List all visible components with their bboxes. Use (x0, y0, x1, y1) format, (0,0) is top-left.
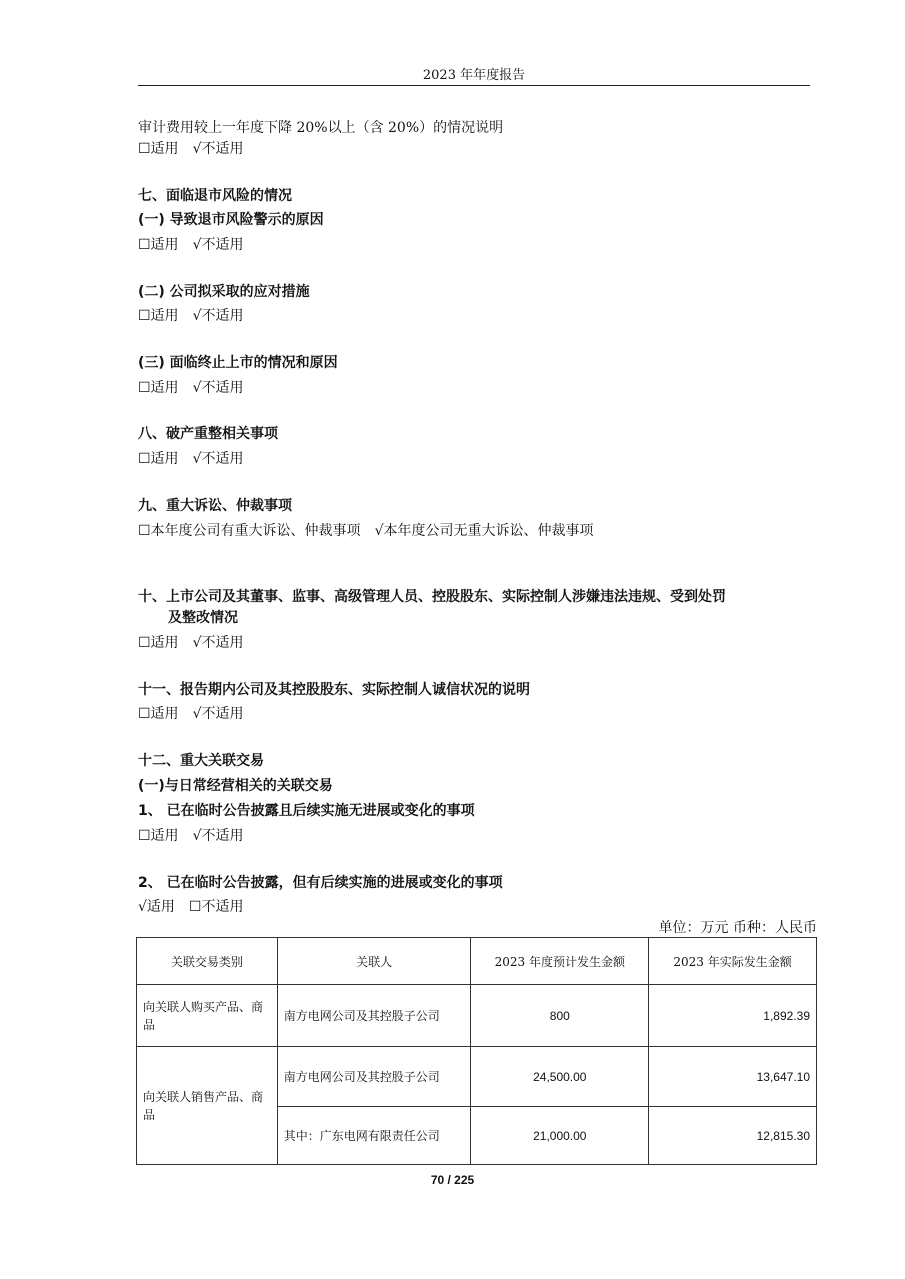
related-transactions-table (136, 937, 817, 1165)
section-7-3-options (138, 377, 257, 397)
cell-estimated: 800 (471, 985, 649, 1047)
option-applicable: ☐适用 (138, 308, 179, 324)
audit-fee-options (138, 138, 257, 158)
option-applicable: ☐适用 (138, 380, 179, 396)
col-header-actual: 2023 年实际发生金额 (649, 938, 817, 985)
cell-actual: 1,892.39 (649, 985, 817, 1047)
section-7-2-title: (二) 公司拟采取的应对措施 (138, 284, 310, 300)
option-no-litigation: √本年度公司无重大诉讼、仲裁事项 (374, 523, 594, 539)
cell-party: 南方电网公司及其控股子公司 (277, 1047, 471, 1107)
section-8-title: 八、破产重整相关事项 (138, 426, 278, 442)
option-applicable: √适用 (138, 899, 175, 915)
table-row (137, 1047, 817, 1107)
section-9-title: 九、重大诉讼、仲裁事项 (138, 498, 292, 514)
table-row (137, 985, 817, 1047)
option-applicable: ☐适用 (138, 706, 179, 722)
cell-estimated: 21,000.00 (471, 1107, 649, 1165)
option-has-litigation: ☐本年度公司有重大诉讼、仲裁事项 (138, 523, 361, 539)
cell-actual: 12,815.30 (649, 1107, 817, 1165)
option-applicable: ☐适用 (138, 635, 179, 651)
cell-party: 南方电网公司及其控股子公司 (277, 985, 471, 1047)
col-header-category: 关联交易类别 (137, 938, 278, 985)
header-rule (138, 85, 810, 86)
section-12-1-1-title: 1、 已在临时公告披露且后续实施无进展或变化的事项 (138, 803, 475, 819)
col-header-estimated: 2023 年度预计发生金额 (471, 938, 649, 985)
option-not-applicable: √不适用 (192, 380, 244, 396)
cell-category: 向关联人购买产品、商品 (137, 985, 278, 1047)
section-11-options (138, 703, 257, 723)
section-12-title: 十二、重大关联交易 (138, 753, 264, 769)
section-7-3-title: (三) 面临终止上市的情况和原因 (138, 355, 338, 371)
page-header: 2023 年年度报告 (422, 68, 526, 83)
section-7-2-options (138, 305, 257, 325)
option-not-applicable: √不适用 (192, 451, 244, 467)
option-not-applicable: √不适用 (192, 141, 244, 157)
section-12-1-title: (一)与日常经营相关的关联交易 (138, 778, 333, 794)
option-applicable: ☐适用 (138, 828, 179, 844)
option-applicable: ☐适用 (138, 141, 179, 157)
table-header-row (137, 938, 817, 985)
section-7-1-title: (一) 导致退市风险警示的原因 (138, 212, 324, 228)
section-8-options (138, 448, 257, 468)
option-not-applicable: √不适用 (192, 635, 244, 651)
page-number: 70 / 225 (430, 1173, 475, 1187)
cell-category: 向关联人销售产品、商品 (137, 1047, 278, 1165)
cell-actual: 13,647.10 (649, 1047, 817, 1107)
cell-estimated: 24,500.00 (471, 1047, 649, 1107)
section-10-options (138, 632, 257, 652)
option-not-applicable: √不适用 (192, 828, 244, 844)
unit-currency-line: 单位：万元 币种：人民币 (658, 920, 817, 936)
option-applicable: ☐适用 (138, 451, 179, 467)
option-not-applicable: √不适用 (192, 308, 244, 324)
option-not-applicable: √不适用 (192, 706, 244, 722)
section-7-title: 七、面临退市风险的情况 (138, 188, 292, 204)
audit-fee-text: 审计费用较上一年度下降 20%以上（含 20%）的情况说明 (138, 120, 504, 136)
option-not-applicable: ☐不适用 (188, 899, 244, 915)
section-12-1-2-title: 2、 已在临时公告披露，但有后续实施的进展或变化的事项 (138, 875, 503, 891)
section-7-1-options (138, 234, 257, 254)
section-12-1-2-options (138, 896, 257, 916)
option-applicable: ☐适用 (138, 237, 179, 253)
col-header-party: 关联人 (277, 938, 471, 985)
section-10-title: 十、上市公司及其董事、监事、高级管理人员、控股股东、实际控制人涉嫌违法违规、受到处罚 (138, 589, 726, 605)
section-11-title: 十一、报告期内公司及其控股股东、实际控制人诚信状况的说明 (138, 682, 530, 698)
option-not-applicable: √不适用 (192, 237, 244, 253)
section-10-title-cont: 及整改情况 (168, 610, 238, 626)
section-9-options (138, 520, 607, 540)
section-12-1-1-options (138, 825, 257, 845)
cell-party: 其中：广东电网有限责任公司 (277, 1107, 471, 1165)
